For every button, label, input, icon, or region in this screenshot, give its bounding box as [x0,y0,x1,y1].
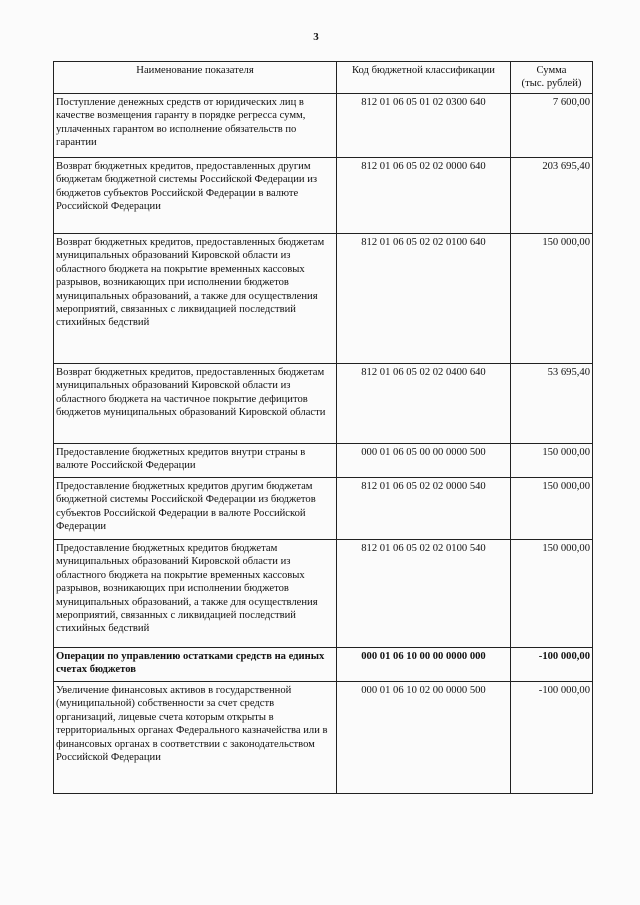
row-code: 812 01 06 05 02 02 0000 640 [337,158,511,234]
header-sum-title: Сумма [536,65,567,76]
page-number: 3 [313,31,319,43]
row-sum: 150 000,00 [511,234,593,364]
row-name: Возврат бюджетных кредитов, предоставленных бюджетам муниципальных образований Кировской области из областного бюджета на покрытие временных кассовых разрывов, возникающих при исполнении бюджетов муниципальных образований, а также для осуществления мероприятий, связанных с ликвидацией последствий стихийных бедствий [54,234,337,364]
header-sum [511,62,593,94]
row-code: 812 01 06 05 02 02 0100 640 [337,234,511,364]
row-name: Предоставление бюджетных кредитов внутри страны в валюте Российской Федерации [54,444,337,478]
header-sum-unit: (тыс. рублей) [521,78,582,89]
table-row [54,94,593,158]
table-row [54,478,593,540]
row-code: 000 01 06 10 00 00 0000 000 [337,648,511,682]
row-name: Возврат бюджетных кредитов, предоставленных другим бюджетам бюджетной системы Российской Федерации из бюджетов субъектов Российской Федерации в валюте Российской Федерации [54,158,337,234]
row-sum: 203 695,40 [511,158,593,234]
row-code: 812 01 06 05 01 02 0300 640 [337,94,511,158]
row-code: 812 01 06 05 02 02 0100 540 [337,540,511,648]
row-name: Предоставление бюджетных кредитов другим бюджетам бюджетной системы Российской Федерации из бюджетов субъектов Российской Федерации в валюте Российской Федерации [54,478,337,540]
table-header-row [54,62,593,94]
row-sum: 150 000,00 [511,478,593,540]
table-row [54,540,593,648]
row-sum: 150 000,00 [511,444,593,478]
row-sum: 53 695,40 [511,364,593,444]
row-code: 000 01 06 10 02 00 0000 500 [337,682,511,794]
header-name: Наименование показателя [54,62,337,94]
row-name: Предоставление бюджетных кредитов бюджетам муниципальных образований Кировской области из областного бюджета на покрытие временных кассовых разрывов, возникающих при исполнении бюджетов муниципальных образований, а также для осуществления мероприятий, связанных с ликвидацией последствий стихийных бедствий [54,540,337,648]
row-sum: -100 000,00 [511,648,593,682]
table-row [54,682,593,794]
row-name: Возврат бюджетных кредитов, предоставленных бюджетам муниципальных образований Кировской области из областного бюджета на частичное покрытие дефицитов бюджетов муниципальных образований Кировской области [54,364,337,444]
budget-table [53,61,593,794]
header-code: Код бюджетной классификации [337,62,511,94]
row-name: Операции по управлению остатками средств на единых счетах бюджетов [54,648,337,682]
table-row [54,444,593,478]
row-sum: -100 000,00 [511,682,593,794]
row-sum: 7 600,00 [511,94,593,158]
row-name: Поступление денежных средств от юридических лиц в качестве возмещения гаранту в порядке регресса сумм, уплаченных гарантом во исполнение обязательств по гарантии [54,94,337,158]
table-row-bold [54,648,593,682]
table-row [54,158,593,234]
table-row [54,364,593,444]
row-sum: 150 000,00 [511,540,593,648]
row-code: 812 01 06 05 02 02 0000 540 [337,478,511,540]
row-code: 812 01 06 05 02 02 0400 640 [337,364,511,444]
row-code: 000 01 06 05 00 00 0000 500 [337,444,511,478]
row-name: Увеличение финансовых активов в государственной (муниципальной) собственности за счет средств организаций, лицевые счета которым открыты в территориальных органах Федерального казначейства или в финансовых органах в соответствии с законодательством Российской Федерации [54,682,337,794]
table-row [54,234,593,364]
